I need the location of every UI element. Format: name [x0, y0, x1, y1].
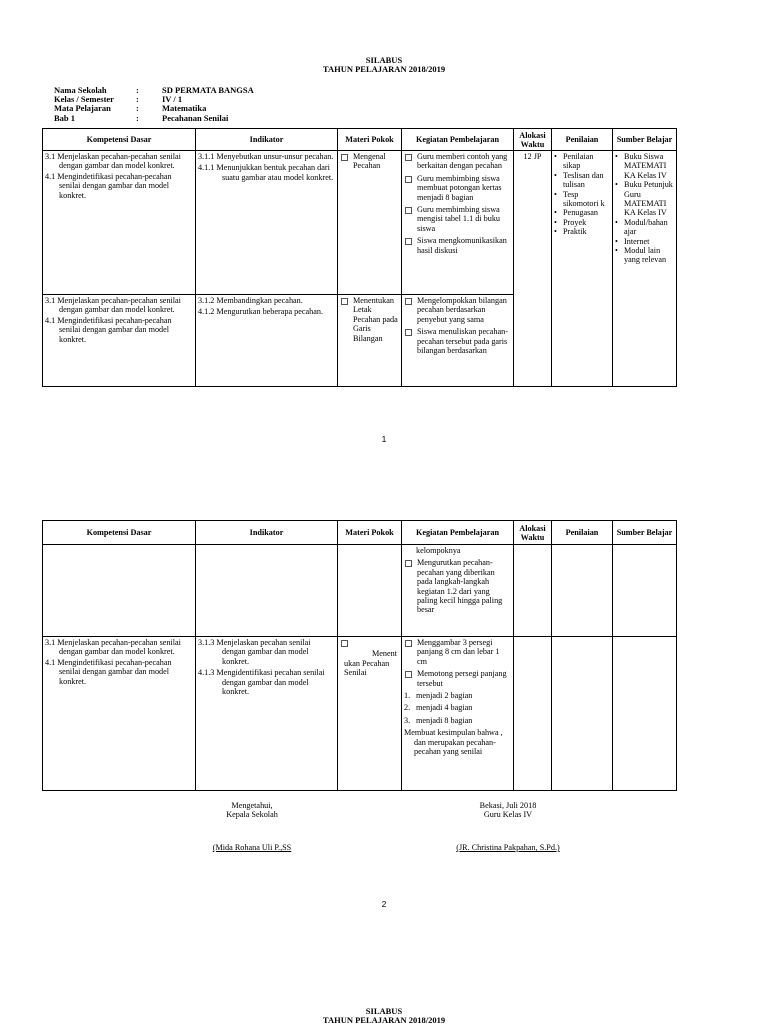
checkbox-icon [405, 207, 412, 214]
bullet-icon: • [554, 208, 557, 218]
kegiatan-item [404, 327, 511, 355]
materi-text-line1: Menent [371, 649, 397, 659]
bullet-icon: • [615, 180, 618, 190]
kd-item: 4.1 Mengindetifikasi pecahan-pecahan senilai dengan gambar dan model konkret. [45, 315, 172, 344]
school-info [54, 86, 254, 123]
cell-alokasi [514, 545, 552, 637]
materi-item [340, 296, 399, 343]
cell-kd [43, 295, 196, 387]
header-kd: Kompetensi Dasar [43, 521, 196, 545]
table-header-row [43, 521, 677, 545]
page1-title: SILABUS [365, 55, 403, 65]
materi-item [340, 638, 399, 649]
indikator-item: 4.1.3 Mengidentifikasi pecahan senilai dengan gambar dan model konkret. [198, 668, 325, 697]
sumber-text: Internet [624, 236, 650, 246]
cell-indikator [196, 151, 338, 295]
kegiatan-text: Siswa menuliskan pecahan-pecahan tersebut pada garis bilangan berdasarkan [417, 327, 508, 356]
sumber-text: Buku Petunjuk Guru MATEMATI KA Kelas IV [624, 180, 673, 218]
kegiatan-text: Siswa mengkomunikasikan hasil diskusi [417, 236, 507, 255]
syllabus-table-page2 [42, 520, 677, 791]
numbered-text: menjadi 8 bagian [416, 715, 473, 725]
bullet-icon: • [615, 217, 618, 227]
indikator-item: 4.1.1 Menunjukkan bentuk pecahan dari suatu gambar atau model konkret. [198, 163, 334, 182]
signature-left [192, 801, 312, 819]
cell-sumber [613, 637, 677, 791]
info-label: Kelas / Semester [54, 94, 114, 105]
kegiatan-item [404, 174, 511, 202]
bullet-icon: • [554, 152, 557, 161]
cell-kd [43, 151, 196, 295]
cell-indikator [196, 637, 338, 791]
header-penilaian: Penilaian [552, 521, 613, 545]
penilaian-item [554, 152, 610, 171]
checkbox-icon [341, 298, 348, 305]
indikator-item: 4.1.2 Mengurutkan beberapa pecahan. [198, 307, 324, 317]
penilaian-text: Penilaian sikap [563, 152, 594, 171]
info-label: Mata Pelajaran [54, 103, 111, 114]
indikator-item: 3.1.3 Menjelaskan pecahan senilai dengan gambar dan model konkret. [198, 638, 311, 666]
info-value: IV / 1 [162, 94, 183, 105]
header-penilaian: Penilaian [552, 129, 613, 151]
sumber-text: Modul lain yang relevan [624, 246, 667, 265]
kegiatan-text: Guru memberi contoh yang berkaitan dengan pecahan [417, 152, 508, 171]
page1-subtitle: TAHUN PELAJARAN 2018/2019 [322, 64, 446, 74]
materi-item [340, 152, 399, 171]
sumber-item [615, 218, 674, 237]
kd-item: 4.1 Mengindetifikasi pecahan-pecahan senilai dengan gambar dan model konkret. [45, 171, 172, 200]
cell-penilaian [552, 545, 613, 637]
cell-alokasi [514, 637, 552, 791]
cell-kegiatan [402, 637, 514, 791]
penilaian-item [554, 190, 610, 209]
table-row [43, 151, 677, 295]
penilaian-text: Penugasan [563, 208, 599, 218]
materi-text: Menentukan Letak Pecahan pada Garis Bilangan [353, 296, 398, 343]
sumber-item [615, 237, 674, 246]
penilaian-text: Proyek [563, 217, 587, 227]
header-kd: Kompetensi Dasar [43, 129, 196, 151]
penilaian-item [554, 171, 610, 190]
penilaian-item [554, 218, 610, 227]
sign-left-line1: Mengetahui, [231, 801, 273, 810]
cell-materi [338, 637, 402, 791]
bullet-icon: • [615, 246, 618, 256]
page-number: 1 [381, 434, 387, 444]
item-number: 2. [404, 703, 411, 713]
header-alokasi: Alokasi Waktu [514, 521, 552, 545]
cell-kd [43, 545, 196, 637]
cell-indikator [196, 545, 338, 637]
table-row [43, 637, 677, 791]
info-value: Pecahanan Senilai [162, 112, 229, 123]
cell-kegiatan [402, 151, 514, 295]
checkbox-icon [405, 298, 412, 305]
kegiatan-item [404, 205, 511, 233]
bullet-icon: • [554, 189, 557, 199]
info-label: Nama Sekolah [54, 85, 107, 95]
penilaian-item [554, 208, 610, 217]
checkbox-icon [405, 176, 412, 183]
cell-kegiatan [402, 295, 514, 387]
numbered-item [404, 691, 511, 700]
sign-right-line1: Bekasi, Juli 2018 [479, 801, 537, 810]
numbered-text: menjadi 2 bagian [416, 691, 473, 701]
sumber-item [615, 246, 674, 265]
header-sumber: Sumber Belajar [613, 521, 677, 545]
page-number: 2 [381, 899, 387, 909]
checkbox-icon [405, 671, 412, 678]
bullet-icon: • [554, 227, 557, 237]
penilaian-text: Praktik [563, 227, 587, 237]
syllabus-table-page1 [42, 128, 677, 387]
info-sep: : [136, 94, 139, 105]
cell-kegiatan [402, 545, 514, 637]
info-label: Bab 1 [54, 112, 76, 123]
info-sep: : [136, 85, 139, 95]
table-row [43, 545, 677, 637]
kegiatan-item [404, 669, 511, 688]
penilaian-item [554, 227, 610, 236]
header-materi: Materi Pokok [338, 129, 402, 151]
kegiatan-item [404, 296, 511, 324]
cell-materi [338, 295, 402, 387]
page3-subtitle: TAHUN PELAJARAN 2018/2019 [322, 1015, 446, 1025]
checkbox-icon [405, 154, 412, 161]
kegiatan-text: Mengelompokkan bilangan pecahan berdasarkan penyebut yang sama [417, 296, 507, 324]
kegiatan-continuation: kelompoknya [416, 546, 461, 555]
sumber-item [615, 180, 674, 218]
header-indikator: Indikator [196, 129, 338, 151]
cell-indikator [196, 295, 338, 387]
kegiatan-text: Memotong persegi panjang tersebut [417, 669, 507, 688]
bullet-icon: • [554, 217, 557, 227]
header-alokasi: Alokasi Waktu [514, 129, 552, 151]
cell-sumber [613, 545, 677, 637]
checkbox-icon [341, 154, 348, 161]
cell-sumber [613, 151, 677, 387]
kd-item: 3.1 Menjelaskan pecahan-pecahan senilai dengan gambar dan model konkret. [45, 638, 181, 657]
kegiatan-text: Menggambar 3 persegi panjang 8 cm dan lebar 1 cm [417, 638, 500, 666]
cell-kd [43, 637, 196, 791]
cell-materi [338, 151, 402, 295]
checkbox-icon [405, 329, 412, 336]
numbered-text: menjadi 4 bagian [416, 703, 473, 713]
header-kegiatan: Kegiatan Pembelajaran [402, 521, 514, 545]
info-sep: : [136, 112, 139, 123]
teacher-name: (JR. Christina Pakpahan, S.Pd.) [456, 843, 560, 852]
cell-alokasi: 12 JP [514, 151, 552, 387]
numbered-item [404, 703, 511, 712]
sign-left-line2: Kepala Sekolah [226, 810, 278, 820]
sumber-text: Buku Siswa MATEMATI KA Kelas IV [624, 152, 667, 180]
numbered-item [404, 716, 511, 725]
kegiatan-item [404, 558, 511, 614]
kegiatan-text: Guru membimbing siswa mengisi tabel 1.1 di buku siswa [417, 205, 501, 233]
checkbox-icon [405, 560, 412, 567]
header-sumber: Sumber Belajar [613, 129, 677, 151]
page3-title: SILABUS [365, 1006, 403, 1016]
materi-text: ukan Pecahan Senilai [344, 658, 390, 678]
indikator-item: 3.1.2 Membandingkan pecahan. [198, 296, 303, 305]
penilaian-text: Tesp sikomotori k [563, 189, 605, 209]
cell-penilaian [552, 637, 613, 791]
sumber-text: Modul/bahan ajar [624, 217, 668, 237]
checkbox-icon [341, 640, 348, 647]
kegiatan-item [404, 236, 511, 255]
indikator-item: 3.1.1 Menyebutkan unsur-unsur pecahan. [198, 152, 334, 161]
header-indikator: Indikator [196, 521, 338, 545]
item-number: 3. [404, 715, 411, 725]
bullet-icon: • [615, 152, 618, 161]
item-number: 1. [404, 691, 411, 701]
sign-right-line2: Guru Kelas IV [483, 810, 533, 820]
kd-item: 4.1 Mengindetifikasi pecahan-pecahan senilai dengan gambar dan model konkret. [45, 657, 172, 686]
checkbox-icon [405, 238, 412, 245]
kegiatan-text: Guru membimbing siswa membuat potongan kertas menjadi 8 bagian [417, 173, 502, 202]
info-row [54, 114, 254, 123]
kegiatan-item [404, 638, 511, 666]
bullet-icon: • [554, 170, 557, 180]
header-materi: Materi Pokok [338, 521, 402, 545]
principal-name: (Mida Rohana Uli P.,SS [212, 843, 292, 852]
penilaian-text: Teslisan dan tulisan [563, 170, 604, 190]
materi-text: Mengenal Pecahan [353, 152, 386, 171]
info-value: Matematika [162, 103, 207, 114]
signature-right [448, 801, 568, 819]
kegiatan-item [404, 152, 511, 171]
cell-materi [338, 545, 402, 637]
header-kegiatan: Kegiatan Pembelajaran [402, 129, 514, 151]
cell-penilaian [552, 151, 613, 387]
bullet-icon: • [615, 236, 618, 246]
checkbox-icon [405, 640, 412, 647]
kegiatan-text: Mengurutkan pecahan-pecahan yang diberikan pada langkah-langkah kegiatan 1.2 dari yang paling kecil hingga paling besar [417, 558, 503, 615]
info-sep: : [136, 103, 139, 114]
info-value: SD PERMATA BANGSA [162, 85, 254, 95]
kd-item: 3.1 Menjelaskan pecahan-pecahan senilai dengan gambar dan model konkret. [45, 152, 181, 171]
kd-item: 3.1 Menjelaskan pecahan-pecahan senilai dengan gambar dan model konkret. [45, 296, 181, 315]
sumber-item [615, 152, 674, 180]
table-header-row [43, 129, 677, 151]
conclusion-text: Membuat kesimpulan bahwa , dan merupakan pecahan-pecahan yang senilai [404, 728, 503, 757]
